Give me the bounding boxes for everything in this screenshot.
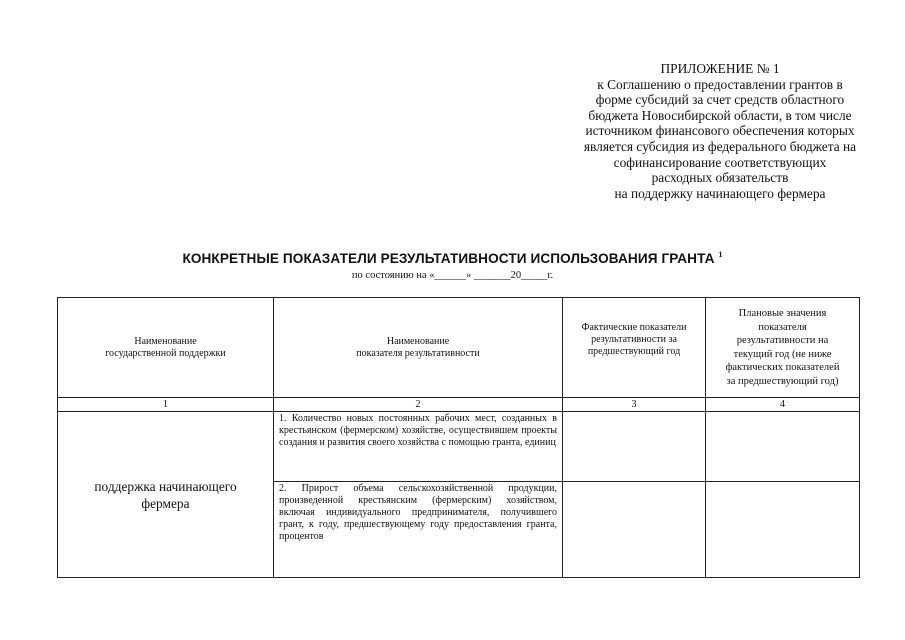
header-support-name: Наименование государственной поддержки [58, 298, 274, 398]
appendix-line: к Соглашению о предоставлении грантов в [597, 76, 843, 92]
indicators-table [57, 297, 860, 578]
column-number: 4 [706, 398, 860, 412]
support-name-cell: поддержка начинающего фермера [58, 412, 274, 578]
appendix-line: софинансирование соответствующих [613, 154, 827, 170]
column-number: 3 [563, 398, 706, 412]
header-actual-values: Фактические показатели результативности за предшествующий год [563, 298, 706, 398]
appendix-line: источником финансового обеспечения которых [585, 123, 855, 139]
appendix-line: ПРИЛОЖЕНИЕ № 1 [660, 61, 780, 76]
actual-value-cell[interactable] [563, 482, 706, 578]
table-row [58, 412, 860, 482]
indicator-cell: 2. Прирост объема сельскохозяйственной продукции, произведенной крестьянским (фермерским) хозяйством, включая индивидуального предпринимателя, получившего грант, к году, предшествующему году предоставления гранта, процентов [274, 482, 563, 578]
document-title-text: КОНКРЕТНЫЕ ПОКАЗАТЕЛИ РЕЗУЛЬТАТИВНОСТИ ИСПОЛЬЗОВАНИЯ ГРАНТА [182, 251, 715, 266]
as-of-date-line: по состоянию на «______» _______20_____г. [351, 270, 554, 281]
column-number-row [58, 398, 860, 412]
appendix-line: форме субсидий за счет средств областного [595, 92, 845, 108]
header-row [58, 298, 860, 398]
appendix-heading [540, 61, 900, 201]
column-number: 2 [274, 398, 563, 412]
planned-value-cell[interactable] [706, 482, 860, 578]
indicator-cell: 1. Количество новых постоянных рабочих мест, созданных в крестьянском (фермерском) хозяйстве, осуществившем проекты создания и развития своего хозяйства с помощью гранта, единиц [274, 412, 563, 482]
actual-value-cell[interactable] [563, 412, 706, 482]
planned-value-cell[interactable] [706, 412, 860, 482]
appendix-line: на поддержку начинающего фермера [614, 185, 826, 201]
appendix-line: расходных обязательств [651, 170, 789, 186]
column-number: 1 [58, 398, 274, 412]
document-title [0, 250, 905, 266]
appendix-line: бюджета Новосибирской области, в том числе [588, 107, 852, 123]
header-planned-values: Плановые значения показателя результативности на текущий год (не ниже фактических показателей за предшествующий год) [706, 298, 860, 398]
header-indicator-name: Наименование показателя результативности [274, 298, 563, 398]
appendix-line: является субсидия из федерального бюджета на [583, 138, 857, 154]
footnote-marker: 1 [718, 250, 723, 259]
